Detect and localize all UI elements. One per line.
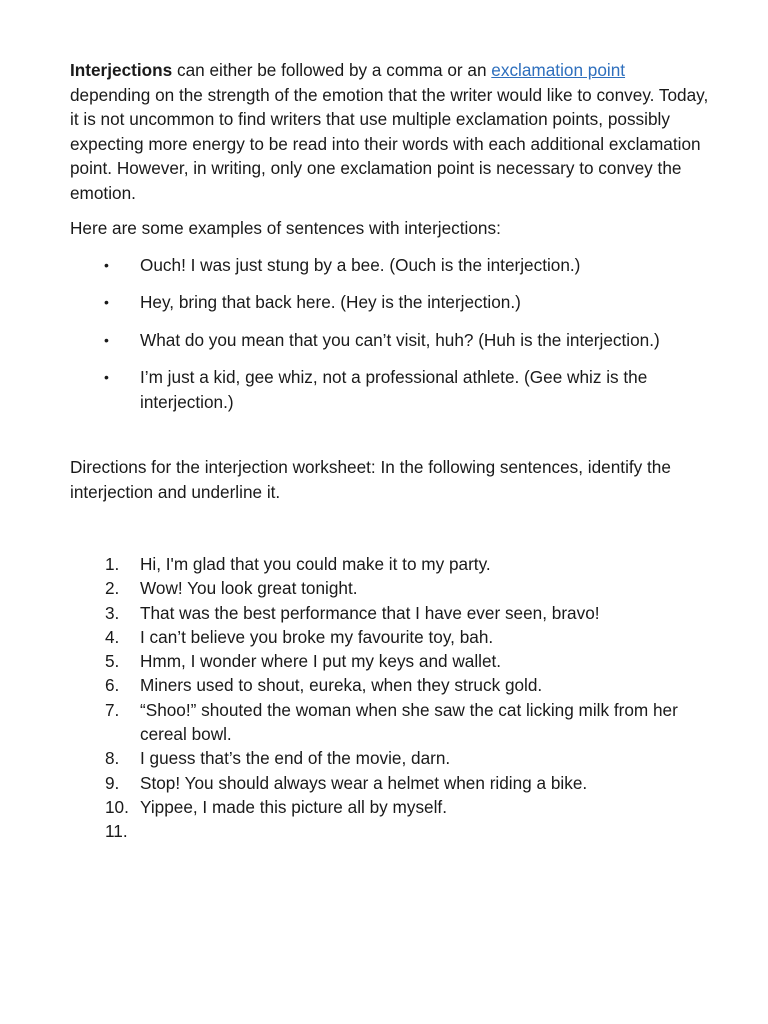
list-item xyxy=(70,771,710,795)
item-number: 2. xyxy=(105,578,120,599)
item-number: 4. xyxy=(105,626,120,647)
document-page xyxy=(70,58,710,842)
list-item xyxy=(70,576,710,600)
bullet-icon: • xyxy=(104,294,109,310)
list-item xyxy=(70,746,710,770)
list-item xyxy=(70,673,710,697)
example-text: Hey, bring that back here. (Hey is the interjection.) xyxy=(140,292,521,312)
list-item xyxy=(70,253,710,278)
list-item xyxy=(70,365,710,414)
bullet-icon: • xyxy=(104,256,109,273)
item-number: 11. xyxy=(105,821,128,842)
item-number: 10. xyxy=(105,796,129,817)
worksheet-directions: Directions for the interjection worksheet: In the following sentences, identify the interjection and underline it. xyxy=(70,457,671,502)
intro-paragraph xyxy=(70,58,710,205)
list-item xyxy=(70,649,710,673)
item-number: 1. xyxy=(105,554,120,574)
examples-list xyxy=(70,253,710,415)
list-item xyxy=(70,698,710,747)
list-item xyxy=(70,625,710,649)
item-number: 3. xyxy=(105,602,120,623)
item-text: “Shoo!” shouted the woman when she saw the cat licking milk from her cereal bowl. xyxy=(140,699,678,745)
item-text: Stop! You should always wear a helmet when riding a bike. xyxy=(140,772,588,793)
item-number: 9. xyxy=(105,772,120,793)
list-item xyxy=(70,328,710,353)
intro-text-before-link: can either be followed by a comma or an xyxy=(172,60,492,80)
item-number: 7. xyxy=(105,699,120,720)
list-item xyxy=(70,290,710,315)
intro-text-after-link: depending on the strength of the emotion that the writer would like to convey. Today, it is not uncommon to find writers that use multiple exclamation points, possibly expecting more energy to be read into their words with each additional exclamation point. However, in writing, only one exclamation point is necessary to convey the emotion. xyxy=(70,84,709,203)
item-number: 8. xyxy=(105,748,120,769)
example-text: Ouch! I was just stung by a bee. (Ouch is the interjection.) xyxy=(140,254,581,275)
list-item xyxy=(70,601,710,625)
list-item xyxy=(70,552,710,576)
exclamation-point-link[interactable]: exclamation point xyxy=(491,60,626,80)
worksheet-list xyxy=(70,552,710,842)
item-text: Hmm, I wonder where I put my keys and wallet. xyxy=(140,651,502,672)
example-text: What do you mean that you can’t visit, huh? (Huh is the interjection.) xyxy=(140,329,660,350)
intro-lead-term: Interjections xyxy=(70,60,173,80)
item-text: Hi, I'm glad that you could make it to my party. xyxy=(140,554,491,574)
example-text: I’m just a kid, gee whiz, not a professional athlete. (Gee whiz is the interjection.) xyxy=(140,367,648,412)
item-text: Yippee, I made this picture all by myself. xyxy=(140,796,447,817)
bullet-icon: • xyxy=(104,331,109,348)
item-number: 6. xyxy=(105,675,120,696)
item-text: That was the best performance that I have ever seen, bravo! xyxy=(140,602,600,623)
item-text: Wow! You look great tonight. xyxy=(140,578,358,599)
examples-heading: Here are some examples of sentences with interjections: xyxy=(70,218,501,238)
item-number: 5. xyxy=(105,651,120,672)
item-text: I can’t believe you broke my favourite toy, bah. xyxy=(140,626,494,647)
item-text: I guess that’s the end of the movie, darn. xyxy=(140,748,451,769)
item-text: Miners used to shout, eureka, when they struck gold. xyxy=(140,675,543,696)
list-item xyxy=(70,795,710,819)
bullet-icon: • xyxy=(104,369,109,385)
